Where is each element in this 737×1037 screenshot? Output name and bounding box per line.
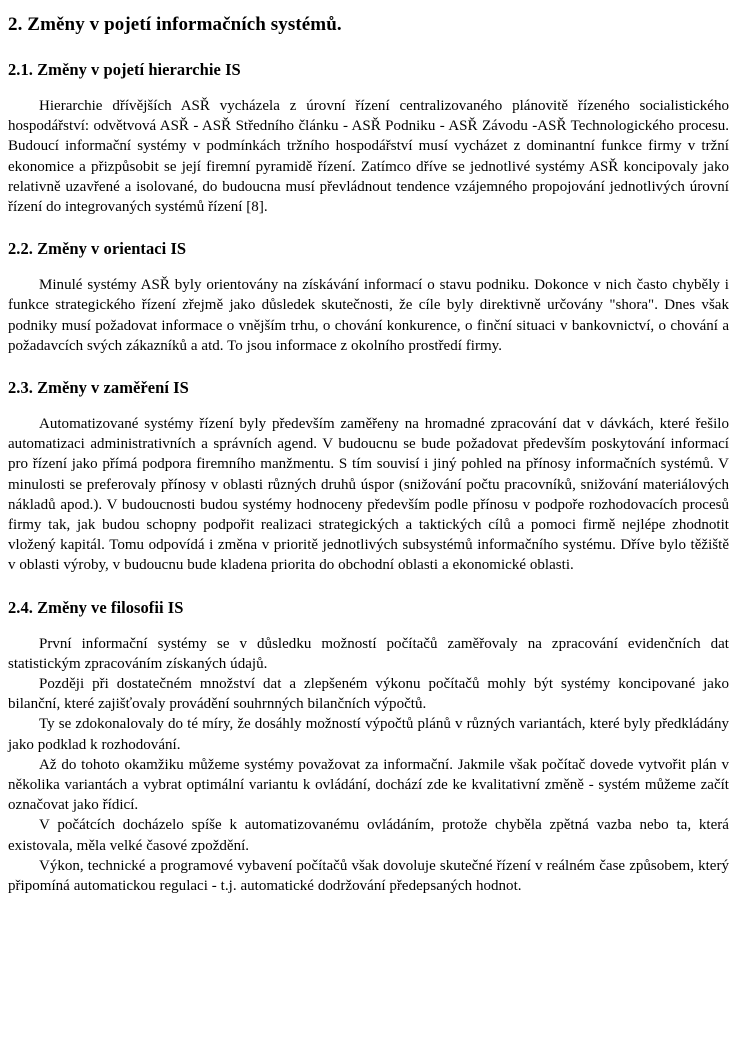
- paragraph: První informační systémy se v důsledku možností počítačů zaměřovaly na zpracování evidenčních dat statistickým zpracováním získaných údajů.: [8, 635, 729, 672]
- spacer: [8, 356, 729, 378]
- paragraph: Ty se zdokonalovaly do té míry, že dosáhly možností výpočtů plánů v různých variantách, které byly předkládány jako podklad k rozhodování.: [8, 716, 729, 753]
- document-title: 2. Změny v pojetí informačních systémů.: [8, 14, 342, 35]
- section-heading-2-1: 2.1. Změny v pojetí hierarchie IS: [8, 60, 241, 79]
- section-2-3: [8, 378, 729, 576]
- spacer: [8, 618, 729, 634]
- paragraph: Minulé systémy ASŘ byly orientovány na získávání informací o stavu podniku. Dokonce v nich často chyběly i funkce strategického řízení zřejmě jako důsledek skutečnosti, že cíle byly direktivně určovány "shora". Dnes však podniky musí požadovat informace o vnějším trhu, o chování konkurence, o finční situaci v bankovnictví, o chování a požadavcích svých zákazníků a atd. To jsou informace z okolního prostředí firmy.: [8, 277, 729, 354]
- paragraph: Později při dostatečném množství dat a zlepšeném výkonu počítačů mohly být systémy koncipované jako bilanční, které zajišťovaly provádění souhrnných bilančních výpočtů.: [8, 676, 729, 713]
- section-2-4: [8, 598, 729, 897]
- paragraph: Výkon, technické a programové vybavení počítačů však dovoluje skutečné řízení v reálném čase způsobem, který připomíná automatickou regulaci - t.j. automatické dodržování předepsaných hodnot.: [8, 857, 729, 895]
- section-heading-2-2: 2.2. Změny v orientaci IS: [8, 239, 187, 259]
- paragraph: Hierarchie dřívějších ASŘ vycházela z úrovní řízení centralizovaného plánovitě řízeného socialistického hospodářství: odvětvová ASŘ - ASŘ Středního článku - ASŘ Podniku - ASŘ Závodu -ASŘ Technologického procesu. Budoucí informační systémy v podmínkách tržního hospodářství musí vycházet z dominantní funkce firmy v tržní ekonomice a přizpůsobit se její firemní pyramidě řízení. Zatímco dříve se jednotlivé systémy ASŘ koncipovaly jako relativně uzavřené a isolované, do budoucna musí převládnout tendence vzájemného propojování jednotlivých úrovní řízení do integrovaných systémů řízení [8].: [8, 98, 729, 216]
- paragraph: Automatizované systémy řízení byly především zaměřeny na hromadné zpracování dat v dávkách, které řešilo automatizaci administrativních a správních agend. V budoucnu se bude požadovat především poskytování informací pro řízení jako přímá podpora firemního manžmentu. S tím souvisí i jiný pohled na přínosy informačních systémů. V minulosti se preferovaly přínosy v oblasti různých druhů úspor (snižování počtu pracovníků, snižování materiálových nákladů apod.). V budoucnosti budou systémy hodnoceny především podle přínosu v podpoře rozhodovacích procesů firmy tak, jak budou schopny podpořit realizaci strategických a taktických cílů a pomoci firmě nejlépe zhodnotit vložený kapitál. Tomu odpovídá i změna v prioritě jednotlivých subsystémů informačního systému. Dříve bylo těžiště v oblasti výroby, v budoucnu bude kladena priorita do obchodní oblasti a ekonomické oblasti.: [8, 416, 729, 574]
- section-2-1: [8, 60, 729, 217]
- section-heading-2-3: 2.3. Změny v zaměření IS: [8, 378, 189, 398]
- spacer: [8, 576, 729, 598]
- paragraph: V počátcích docházelo spíše k automatizovanému ovládáním, protože chyběla zpětná vazba nebo ta, která existovala, měla velké časové zpoždění.: [8, 817, 729, 854]
- paragraph: Až do tohoto okamžiku můžeme systémy považovat za informační. Jakmile však počítač dovede vytvořit plán v několika variantách a vybrat optimální variantu k ovládání, dochází zde ke kvalitativní změně - systém můžeme začít označovat jako řídicí.: [8, 756, 729, 814]
- spacer: [8, 259, 729, 275]
- section-2-2: [8, 239, 729, 356]
- page-content: [8, 0, 729, 896]
- section-heading-2-4: 2.4. Změny ve filosofii IS: [8, 597, 184, 617]
- spacer: [8, 36, 729, 60]
- spacer: [8, 217, 729, 239]
- spacer: [8, 398, 729, 414]
- spacer: [8, 80, 729, 96]
